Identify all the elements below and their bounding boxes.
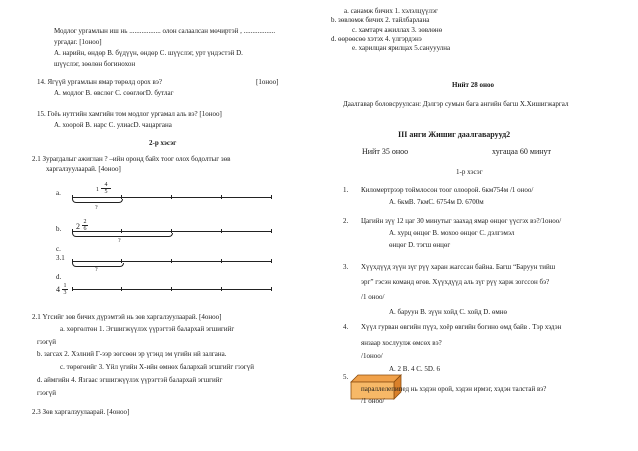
q14-score: [1оноо] [256, 78, 279, 86]
match-line-3: с. хамтарч ажиллах 3. зөвлөнө [352, 26, 443, 34]
q14-text: 14. Ягүүй ургамлын ямар төрөлд орох вэ? [37, 78, 162, 86]
q15-options: А. хоорой В. нарс С. улиасD. чацаргана [54, 121, 172, 129]
q3-line-1: Хүүхдүүд зүүн зүг рүү харан жагссан байна. Багш “Баруун тийш [361, 263, 556, 271]
numberline-c-label: c. [56, 245, 61, 253]
q22-line-6: гээгүй [37, 389, 56, 397]
numberline-a-tick [221, 195, 222, 199]
q2-number: 2. [343, 217, 349, 225]
q1-number: 1. [343, 186, 349, 194]
numberline-d-tick [121, 287, 122, 291]
match-line-2: b. зөвлөмж бичих 2. тайлбарлана [331, 16, 430, 24]
q13-line-2: ургадаг. [1оноо] [54, 38, 102, 46]
q1-text: Киломертрээр тоймлосон тоог олоорой. 6км754м /1 оноо/ [361, 186, 534, 194]
numberline-d-tick [271, 287, 272, 291]
part1-heading: 1-р хэсэг [456, 168, 483, 176]
q2-options-2: өнцөг D. тэгш өнцөг [389, 241, 451, 249]
total-score-28: Нийт 28 оноо [452, 81, 494, 89]
q3-line-3: /1 оноо/ [361, 293, 385, 301]
numberline-c [72, 261, 272, 262]
numberline-c-value: 3.1 [56, 254, 65, 262]
time-limit: хугацаа 60 минут [492, 147, 552, 156]
numberline-a-tick [171, 195, 172, 199]
qmark-c: ? [95, 267, 98, 273]
q4-line-2: янзаар хослуулж өмсөх вэ? [361, 339, 442, 347]
numberline-d-label: d. [56, 273, 62, 281]
q22-line-4: с. төрөгөийг 3. Үйл үгийн Х-ийн өмнөх балархай эгшгийг гээгүй [60, 363, 254, 371]
qmark-b: ? [118, 238, 121, 244]
numberline-b-tick [271, 229, 272, 233]
q5-line-1: параллелепипед нь хэдэн орой, хэдэн ирмэг, хэдэн талстай вэ? [361, 385, 547, 393]
numberline-d-tick [221, 287, 222, 291]
q2-options-1: А. хурц өнцөг В. мохоо өнцөг С. дэлгэмэл [389, 229, 515, 237]
fraction-a: 4 5 [100, 182, 112, 195]
q22-line-5: d. аймгийн 4. Язгаас эгшигжүүлэх үүрэгтэй балархай эгшгийг [37, 376, 223, 384]
q13-line-1: Модлог ургамлын иш нь .................. олон салаалсан мөчиртэй , .................. [54, 27, 276, 35]
q4-number: 4. [343, 323, 349, 331]
numberline-b-tick [221, 229, 222, 233]
match-line-5: е. харилцан ярилцах 5.санууулна [352, 44, 451, 52]
q4-line-3: /1оноо/ [361, 352, 383, 360]
q22-line-1: а. хөргөлтөн 1. Эгшигжүүлэх үүрэгтэй балархай эгшигийг [60, 325, 235, 333]
numberline-b [72, 231, 272, 232]
part2-heading: 2-р хэсэг [149, 139, 177, 147]
numberline-d-tick [72, 287, 73, 291]
q15-text: 15. Гоёь нутгийн хамгийн том модлог ургамал аль вэ? [1оноо] [37, 110, 222, 118]
match-line-1: а. санамж бичих 1. хэлэлцүүлэг [344, 7, 438, 15]
mixed-b-whole: 2 [76, 222, 80, 231]
q14-options: А. модлог В. өвслөг С. сөөглөгD. бутлаг [54, 89, 174, 97]
fraction-d: 1 3 [63, 283, 67, 296]
q5-number: 5. [343, 373, 349, 381]
author-line: Даалгавар боловсруулсан: Дэлгэр сумын бага ангийн багш Х.Хишигжаргал [343, 100, 569, 108]
qmark-a: ? [95, 205, 98, 211]
brace-b [72, 233, 173, 237]
total-score-35: Нийт 35 оноо [362, 147, 409, 156]
numberline-c-tick [271, 259, 272, 263]
q4-options: А. 2 В. 4 С. 5D. 6 [389, 365, 440, 373]
numberline-b-label: b. [56, 225, 62, 233]
q22-heading: 2.1 Үгсийг зөв бичих дүрэмтэй нь зөв харгалзуулаарай. [4оноо] [32, 313, 222, 321]
mixed-d-whole: 4 [56, 285, 60, 294]
q2-text: Цагийн зүү 12 цаг 30 минутыг заахад ямар өнцөг үүсгэх вэ?/1оноо/ [361, 217, 562, 225]
q3-options: А. баруун В. зүүн хойд С. хойд D. өмнө [389, 308, 508, 316]
q22-line-2: гээгүй [37, 338, 56, 346]
q23-heading: 2.3 Зөв харгалзуулаарай. [4оноо] [32, 408, 130, 416]
q1-options: А. 6кмВ. 7кмС. 6754м D. 6700м [389, 198, 484, 206]
q22-line-3: b. загсах 2. Хэлний Г-ээр зөгсөөн эр үгэнд эм үгийн нй залгана. [37, 350, 227, 358]
q21-line-1: 2.1 Зурагдалыг ажиглан ? –ийн оронд байх тоог олох бодолтыг зөв [32, 155, 231, 163]
fraction-b: 2 6 [83, 219, 87, 232]
numberline-a [72, 197, 272, 198]
q13-line-4: шүүслэг, зөөлөн богинохон [54, 60, 136, 68]
q21-line-2: харгалзуулаарай. [4оноо] [46, 165, 121, 173]
q4-line-1: Хүүл гурван өвгийн пүүз, хоёр өвгийн богино өмд байв . Тэр хэдэн [361, 323, 562, 331]
numberline-a-label: а. [56, 189, 61, 197]
match-line-4: d. өөрөөсөө хэтэх 4. үлгэрдэнэ [331, 35, 422, 43]
brace-c [72, 263, 124, 267]
q13-line-3: А. нарийн, өндөр В. бүдүүн, өндөр С. шүүслэг, урт үндэстэй D. [54, 49, 243, 57]
numberline-d-tick [171, 287, 172, 291]
brace-a [72, 199, 123, 203]
q3-number: 3. [343, 263, 349, 271]
numberline-c-tick [171, 259, 172, 263]
numberline-c-tick [221, 259, 222, 263]
numberline-d [72, 289, 272, 290]
q5-line-2: /1 оноо/ [361, 397, 385, 405]
section-header: III анги Жишиг даалгаварууд2 [398, 130, 511, 139]
q3-line-2: эрг” гэсэн команд өгөв. Хүүхдүүд аль зүг рүү харж зогссон бэ? [361, 278, 550, 286]
fraction-a-one: 1 [96, 187, 99, 193]
numberline-a-tick [271, 195, 272, 199]
